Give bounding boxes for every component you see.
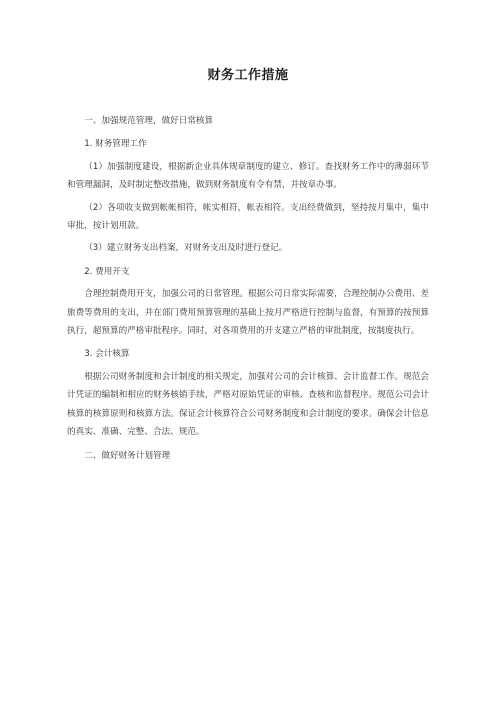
subsection-heading-1-2: 2. 费用开支 (84, 266, 130, 277)
paragraph-1-3-1: 根据公司财务制度和会计制度的相关规定，加强对公司的会计核算、会计监督工作。规范会计凭证的编制和相应的财务核销手续，严格对原始凭证的审核、查核和监督程序。规范公司会计核算的核算原则和核算方法。保证会计核算符合公司财务制度和会计制度的要求。确保会计信息的真实、准确、完整、合法、规范。 (67, 371, 429, 438)
paragraph-1-1-2: （2）各项收支做到帐帐相符，帐实相符，帐表相符。支出经费做到，坚持按月集中，集中审批，按计划用款。 (67, 202, 429, 232)
paragraph-1-1-3: （3）建立财务支出档案，对财务支出及时进行登记。 (84, 243, 288, 254)
subsection-heading-1-3: 3. 会计核算 (84, 349, 130, 360)
subsection-heading-1-1: 1. 财务管理工作 (84, 139, 147, 150)
paragraph-1-1-1: （1）加强制度建设，根据新企业具体规章制度的建立、修订。查找财务工作中的薄弱环节和管理漏洞，及时制定整改措施，做到财务制度有令有禁，并按章办事。 (67, 161, 429, 191)
paragraph-1-2-1: 合理控制费用开支，加强公司的日常管理。根据公司日常实际需要，合理控制办公费用、差旅费等费用的支出，并在部门费用预算管理的基础上按月严格进行控制与监督，有预算的按预算执行，超预算的严格审批程序。同时，对各项费用的开支建立严格的审批制度，按制度执行。 (67, 289, 429, 337)
section-heading-1: 一、加强规范管理，做好日常核算 (84, 116, 214, 126)
document-title: 财务工作措施 (207, 68, 289, 83)
document-body (67, 112, 429, 465)
section-heading-2: 二、做好财务计划管理 (84, 450, 171, 461)
